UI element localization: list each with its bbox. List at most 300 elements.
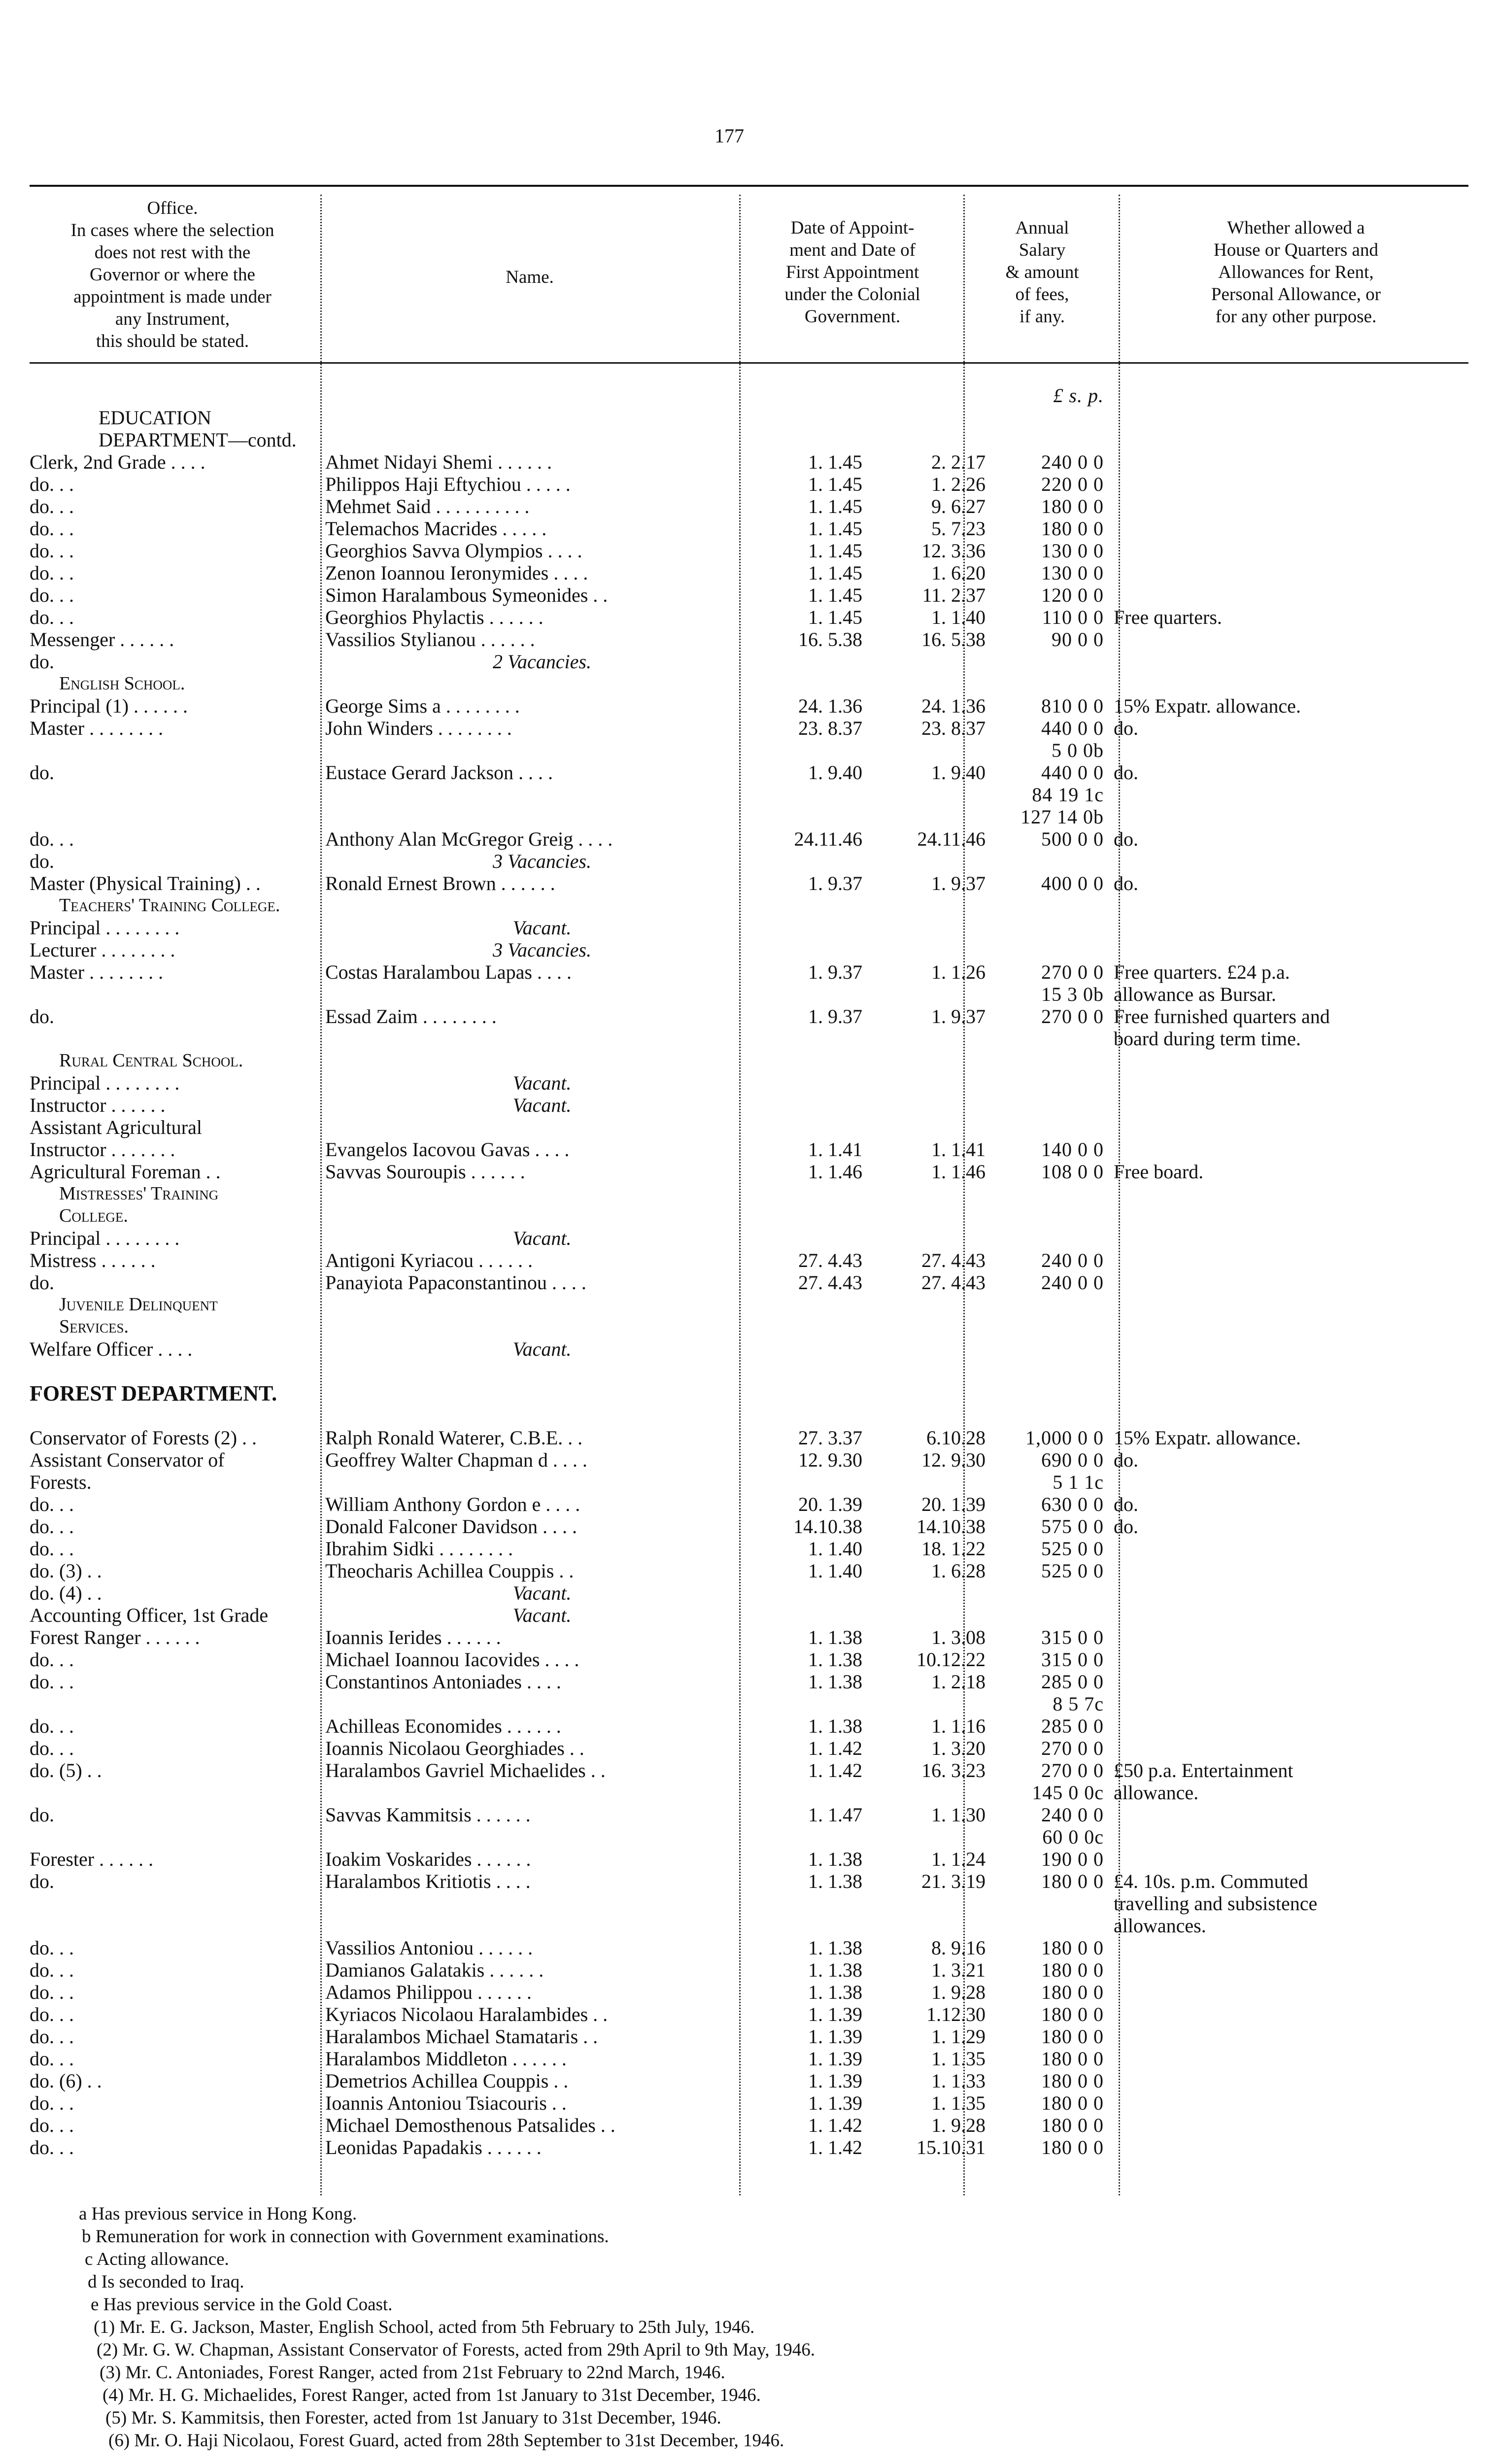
first-appointment-date-cell: 8. 9.16	[931, 1937, 986, 1959]
name-cell: Theocharis Achillea Couppis . .	[325, 1560, 574, 1582]
header-date-line: ment and Date of	[789, 240, 916, 260]
office-cell: do. . .	[30, 606, 74, 628]
office-cell: do. . .	[30, 828, 74, 850]
appointment-date-cell: 27. 4.43	[798, 1249, 862, 1271]
office-cell: English School.	[59, 673, 185, 694]
first-appointment-date-cell: 12. 9.30	[921, 1449, 986, 1471]
first-appointment-date-cell: 9. 6.27	[931, 495, 986, 517]
table-row	[30, 2048, 1468, 2070]
table-row	[30, 1582, 1468, 1604]
name-cell: Haralambos Middleton . . . . . .	[325, 2048, 567, 2070]
name-cell: Georghios Phylactis . . . . . .	[325, 606, 544, 628]
office-cell: do. . .	[30, 1959, 74, 1981]
name-cell: Vacant.	[512, 1094, 572, 1116]
salary-cell: 127 14 0b	[1021, 806, 1104, 828]
office-cell: Master . . . . . . . .	[30, 961, 164, 983]
first-appointment-date-cell: 23. 8.37	[921, 717, 986, 739]
table-row	[30, 894, 1468, 917]
salary-cell: 180 0 0	[1041, 2003, 1104, 2025]
salary-cell: 315 0 0	[1041, 1626, 1104, 1648]
table-row	[30, 1648, 1468, 1671]
office-cell: do.	[30, 1804, 54, 1826]
name-cell: Vassilios Antoniou . . . . . .	[325, 1937, 533, 1959]
allowance-cell: allowance as Bursar.	[1114, 983, 1276, 1005]
table-row	[30, 1715, 1468, 1737]
salary-cell: 440 0 0	[1041, 717, 1104, 739]
first-appointment-date-cell: 1.12.30	[926, 2003, 986, 2025]
appointment-date-cell: 1. 1.45	[808, 540, 862, 562]
salary-cell: 180 0 0	[1041, 2114, 1104, 2136]
footnote: a Has previous service in Hong Kong.	[79, 2204, 357, 2224]
table-row	[30, 872, 1468, 894]
table-row	[30, 1227, 1468, 1249]
salary-cell: 315 0 0	[1041, 1648, 1104, 1671]
allowance-cell: 15% Expatr. allowance.	[1114, 695, 1301, 717]
first-appointment-date-cell: 1. 1.26	[931, 961, 986, 983]
appointment-date-cell: 1. 1.39	[808, 2025, 862, 2048]
salary-cell: 15 3 0b	[1041, 983, 1104, 1005]
footnote: e Has previous service in the Gold Coast.	[91, 2294, 393, 2315]
appointment-date-cell: 1. 1.38	[808, 1671, 862, 1693]
office-cell: Forest Ranger . . . . . .	[30, 1626, 200, 1648]
appointment-date-cell: 1. 9.37	[808, 1005, 862, 1027]
table-row	[30, 2136, 1468, 2158]
allowance-cell: £4. 10s. p.m. Commuted	[1114, 1870, 1308, 1892]
salary-cell: 5 1 1c	[1053, 1471, 1104, 1493]
first-appointment-date-cell: 21. 3.19	[921, 1870, 986, 1892]
salary-cell: 630 0 0	[1041, 1493, 1104, 1515]
header-salary-line: if any.	[1019, 307, 1065, 327]
header-salary-line: Annual	[1015, 218, 1069, 238]
appointment-date-cell: 1. 1.38	[808, 1715, 862, 1737]
header-salary	[968, 217, 1116, 328]
staff-table-body	[30, 384, 1468, 2158]
office-cell: DEPARTMENT—contd.	[99, 429, 297, 451]
salary-cell: 1,000 0 0	[1025, 1427, 1104, 1449]
appointment-date-cell: 1. 1.38	[808, 1981, 862, 2003]
office-cell: Assistant Conservator of	[30, 1449, 225, 1471]
allowance-cell: do.	[1114, 1493, 1138, 1515]
appointment-date-cell: 1. 1.45	[808, 517, 862, 540]
header-office-line: Governor or where the	[90, 265, 255, 285]
name-cell: Vacant.	[512, 1227, 572, 1249]
first-appointment-date-cell: 1. 1.35	[931, 2048, 986, 2070]
first-appointment-date-cell: 16. 3.23	[921, 1759, 986, 1781]
office-cell: do. . .	[30, 1648, 74, 1671]
table-row	[30, 1626, 1468, 1648]
table-row	[30, 1050, 1468, 1072]
office-cell: Welfare Officer . . . .	[30, 1338, 193, 1360]
first-appointment-date-cell: 20. 1.39	[921, 1493, 986, 1515]
name-cell: 3 Vacancies.	[493, 939, 591, 961]
table-row	[30, 1404, 1468, 1427]
first-appointment-date-cell: 27. 4.43	[921, 1249, 986, 1271]
appointment-date-cell: 1. 1.47	[808, 1804, 862, 1826]
allowance-cell: do.	[1114, 761, 1138, 784]
office-cell: Lecturer . . . . . . . .	[30, 939, 175, 961]
table-row	[30, 1693, 1468, 1715]
table-row	[30, 1959, 1468, 1981]
table-row	[30, 1759, 1468, 1781]
office-cell: Forester . . . . . .	[30, 1848, 154, 1870]
office-cell: Forests.	[30, 1471, 92, 1493]
appointment-date-cell: 27. 3.37	[798, 1427, 862, 1449]
salary-cell: 240 0 0	[1041, 451, 1104, 473]
table-row	[30, 850, 1468, 872]
office-cell: do. (6) . .	[30, 2070, 102, 2092]
table-row	[30, 650, 1468, 673]
salary-cell: 240 0 0	[1041, 1271, 1104, 1294]
name-cell: Haralambos Kritiotis . . . .	[325, 1870, 531, 1892]
name-cell: Ralph Ronald Waterer, C.B.E. . .	[325, 1427, 583, 1449]
appointment-date-cell: 1. 1.45	[808, 451, 862, 473]
header-salary-line: & amount	[1005, 262, 1079, 282]
office-cell: Principal . . . . . . . .	[30, 1072, 180, 1094]
name-cell: Haralambos Michael Stamataris . .	[325, 2025, 598, 2048]
first-appointment-date-cell: 1. 1.41	[931, 1138, 986, 1161]
name-cell: Donald Falconer Davidson . . . .	[325, 1515, 578, 1538]
salary-cell: 60 0 0c	[1042, 1826, 1104, 1848]
appointment-date-cell: 20. 1.39	[798, 1493, 862, 1515]
first-appointment-date-cell: 10.12.22	[917, 1648, 986, 1671]
header-office	[30, 197, 315, 352]
salary-cell: 220 0 0	[1041, 473, 1104, 495]
name-cell: Demetrios Achillea Couppis . .	[325, 2070, 569, 2092]
office-cell: Mistress . . . . . .	[30, 1249, 156, 1271]
table-row	[30, 1138, 1468, 1161]
table-row	[30, 429, 1468, 451]
first-appointment-date-cell: 1. 1.40	[931, 606, 986, 628]
name-cell: Constantinos Antoniades . . . .	[325, 1671, 561, 1693]
table-row	[30, 1271, 1468, 1294]
header-date	[744, 217, 961, 328]
table-row	[30, 1005, 1468, 1027]
salary-cell: 525 0 0	[1041, 1560, 1104, 1582]
office-cell: Assistant Agricultural	[30, 1116, 202, 1138]
office-cell: Rural Central School.	[59, 1050, 243, 1071]
appointment-date-cell: 1. 1.38	[808, 1626, 862, 1648]
table-row	[30, 1937, 1468, 1959]
header-date-line: Government.	[804, 307, 901, 327]
table-row	[30, 407, 1468, 429]
appointment-date-cell: 1. 9.37	[808, 961, 862, 983]
header-allowance-line: for any other purpose.	[1215, 307, 1377, 327]
header-office-line: any Instrument,	[115, 309, 230, 329]
table-row	[30, 1427, 1468, 1449]
office-cell: College.	[59, 1205, 128, 1226]
name-cell: 3 Vacancies.	[493, 850, 591, 872]
salary-cell: 84 19 1c	[1032, 784, 1104, 806]
allowance-cell: allowance.	[1114, 1781, 1199, 1804]
salary-cell: 240 0 0	[1041, 1804, 1104, 1826]
allowance-cell: do.	[1114, 1515, 1138, 1538]
salary-cell: 810 0 0	[1041, 695, 1104, 717]
first-appointment-date-cell: 2. 2.17	[931, 451, 986, 473]
salary-cell: 285 0 0	[1041, 1715, 1104, 1737]
footnote: d Is seconded to Iraq.	[88, 2272, 244, 2292]
table-row	[30, 1848, 1468, 1870]
appointment-date-cell: 1. 1.39	[808, 2048, 862, 2070]
name-cell: Simon Haralambous Symeonides . .	[325, 584, 608, 606]
office-cell: do. (4) . .	[30, 1582, 102, 1604]
office-cell: do. . .	[30, 2025, 74, 2048]
office-cell: Clerk, 2nd Grade . . . .	[30, 451, 205, 473]
office-cell: do. . .	[30, 2048, 74, 2070]
allowance-cell: 15% Expatr. allowance.	[1114, 1427, 1301, 1449]
salary-cell: 180 0 0	[1041, 2136, 1104, 2158]
office-cell: do. (5) . .	[30, 1759, 102, 1781]
footnote: b Remuneration for work in connection with Government examinations.	[82, 2226, 609, 2247]
appointment-date-cell: 24. 1.36	[798, 695, 862, 717]
header-allowance	[1124, 217, 1468, 328]
header-date-line: First Appointment	[785, 262, 919, 282]
first-appointment-date-cell: 1. 9.40	[931, 761, 986, 784]
name-cell: Ahmet Nidayi Shemi . . . . . .	[325, 451, 552, 473]
office-cell: do. . .	[30, 495, 74, 517]
footnotes	[79, 2203, 1409, 2452]
salary-cell: 525 0 0	[1041, 1538, 1104, 1560]
office-cell: do. . .	[30, 1937, 74, 1959]
first-appointment-date-cell: 27. 4.43	[921, 1271, 986, 1294]
salary-cell: 8 5 7c	[1053, 1693, 1104, 1715]
table-row	[30, 1027, 1468, 1050]
appointment-date-cell: 1. 1.45	[808, 495, 862, 517]
salary-cell: 190 0 0	[1041, 1848, 1104, 1870]
salary-cell: 270 0 0	[1041, 1005, 1104, 1027]
footnote: (1) Mr. E. G. Jackson, Master, English School, acted from 5th February to 25th July, 1946.	[94, 2317, 755, 2337]
office-cell: Conservator of Forests (2) . .	[30, 1427, 257, 1449]
office-cell: Instructor . . . . . .	[30, 1094, 166, 1116]
appointment-date-cell: 16. 5.38	[798, 628, 862, 650]
name-cell: Kyriacos Nicolaou Haralambides . .	[325, 2003, 608, 2025]
name-cell: Vacant.	[512, 917, 572, 939]
first-appointment-date-cell: 16. 5.38	[921, 628, 986, 650]
name-cell: Costas Haralambou Lapas . . . .	[325, 961, 572, 983]
office-cell: do.	[30, 850, 54, 872]
table-row	[30, 1094, 1468, 1116]
office-cell: do. . .	[30, 1493, 74, 1515]
appointment-date-cell: 1. 1.38	[808, 1937, 862, 1959]
office-cell: Master (Physical Training) . .	[30, 872, 261, 894]
table-row	[30, 1316, 1468, 1338]
header-date-line: under the Colonial	[784, 284, 920, 305]
allowance-cell: board during term time.	[1114, 1027, 1301, 1050]
table-row	[30, 2003, 1468, 2025]
office-cell: do. . .	[30, 473, 74, 495]
name-cell: Georghios Savva Olympios . . . .	[325, 540, 582, 562]
table-row	[30, 606, 1468, 628]
office-cell: Teachers' Training College.	[59, 895, 280, 916]
name-cell: Haralambos Gavriel Michaelides . .	[325, 1759, 606, 1781]
table-row	[30, 961, 1468, 983]
name-cell: 2 Vacancies.	[493, 650, 591, 673]
office-cell: Accounting Officer, 1st Grade	[30, 1604, 269, 1626]
office-cell: do. . .	[30, 1515, 74, 1538]
table-row	[30, 828, 1468, 850]
table-row	[30, 917, 1468, 939]
first-appointment-date-cell: 1. 6.20	[931, 562, 986, 584]
appointment-date-cell: 12. 9.30	[798, 1449, 862, 1471]
top-rule	[30, 185, 1468, 187]
table-row	[30, 473, 1468, 495]
salary-cell: 690 0 0	[1041, 1449, 1104, 1471]
appointment-date-cell: 1. 1.45	[808, 473, 862, 495]
allowance-cell: Free quarters. £24 p.a.	[1114, 961, 1290, 983]
name-cell: Vacant.	[512, 1072, 572, 1094]
header-office-line: this should be stated.	[96, 331, 249, 351]
header-date-line: Date of Appoint-	[790, 218, 915, 238]
name-cell: George Sims a . . . . . . . .	[325, 695, 520, 717]
header-allowance-line: Whether allowed a	[1227, 218, 1365, 238]
first-appointment-date-cell: 1. 3.08	[931, 1626, 986, 1648]
salary-cell: 180 0 0	[1041, 1870, 1104, 1892]
salary-cell: 180 0 0	[1041, 495, 1104, 517]
table-row	[30, 1249, 1468, 1271]
table-row	[30, 1826, 1468, 1848]
first-appointment-date-cell: 1. 2.18	[931, 1671, 986, 1693]
appointment-date-cell: 23. 8.37	[798, 717, 862, 739]
salary-cell: 180 0 0	[1041, 1959, 1104, 1981]
name-cell: Achilleas Economides . . . . . .	[325, 1715, 561, 1737]
table-row	[30, 1072, 1468, 1094]
name-cell: John Winders . . . . . . . .	[325, 717, 512, 739]
appointment-date-cell: 1. 1.42	[808, 1759, 862, 1781]
first-appointment-date-cell: 1. 9.37	[931, 872, 986, 894]
name-cell: Mehmet Said . . . . . . . . . .	[325, 495, 530, 517]
first-appointment-date-cell: 1. 1.35	[931, 2092, 986, 2114]
name-cell: Anthony Alan McGregor Greig . . . .	[325, 828, 613, 850]
appointment-date-cell: 1. 1.39	[808, 2092, 862, 2114]
office-cell: Agricultural Foreman . .	[30, 1161, 221, 1183]
allowance-cell: Free furnished quarters and	[1114, 1005, 1330, 1027]
office-cell: do.	[30, 1870, 54, 1892]
office-cell: Services.	[59, 1316, 129, 1337]
header-name: Name.	[506, 267, 554, 287]
office-cell: do.	[30, 650, 54, 673]
name-cell: Eustace Gerard Jackson . . . .	[325, 761, 553, 784]
office-cell: do. . .	[30, 1981, 74, 2003]
table-row	[30, 584, 1468, 606]
name-cell: Telemachos Macrides . . . . .	[325, 517, 547, 540]
appointment-date-cell: 14.10.38	[793, 1515, 862, 1538]
table-row	[30, 2025, 1468, 2048]
salary-cell: 180 0 0	[1041, 2092, 1104, 2114]
allowance-cell: do.	[1114, 1449, 1138, 1471]
appointment-date-cell: 1. 1.42	[808, 1737, 862, 1759]
appointment-date-cell: 1. 1.42	[808, 2114, 862, 2136]
first-appointment-date-cell: 5. 7.23	[931, 517, 986, 540]
table-row	[30, 983, 1468, 1005]
appointment-date-cell: 1. 1.45	[808, 606, 862, 628]
name-cell: Vacant.	[512, 1338, 572, 1360]
table-row	[30, 761, 1468, 784]
name-cell: William Anthony Gordon e . . . .	[325, 1493, 580, 1515]
salary-cell: 500 0 0	[1041, 828, 1104, 850]
office-cell: do. . .	[30, 1715, 74, 1737]
allowance-cell: do.	[1114, 828, 1138, 850]
appointment-date-cell: 1. 1.38	[808, 1848, 862, 1870]
header-office-line: Office.	[147, 198, 198, 218]
table-row	[30, 1671, 1468, 1693]
table-row	[30, 2070, 1468, 2092]
name-cell: Ronald Ernest Brown . . . . . .	[325, 872, 555, 894]
salary-cell: 270 0 0	[1041, 1737, 1104, 1759]
first-appointment-date-cell: 11. 2.37	[922, 584, 986, 606]
table-row	[30, 1781, 1468, 1804]
name-cell: Philippos Haji Eftychiou . . . . .	[325, 473, 571, 495]
office-cell: do. . .	[30, 540, 74, 562]
salary-cell: 5 0 0b	[1052, 739, 1104, 761]
office-cell: Principal (1) . . . . . .	[30, 695, 188, 717]
table-row	[30, 1183, 1468, 1205]
salary-cell: 180 0 0	[1041, 2070, 1104, 2092]
first-appointment-date-cell: 1. 3.21	[931, 1959, 986, 1981]
allowance-cell: do.	[1114, 872, 1138, 894]
salary-cell: 130 0 0	[1041, 562, 1104, 584]
salary-cell: 180 0 0	[1041, 2048, 1104, 2070]
currency-header: £ s. p.	[1053, 384, 1104, 407]
name-cell: Essad Zaim . . . . . . . .	[325, 1005, 497, 1027]
name-cell: Vacant.	[512, 1582, 572, 1604]
appointment-date-cell: 1. 9.37	[808, 872, 862, 894]
currency-header-row	[30, 384, 1468, 407]
allowance-cell: do.	[1114, 717, 1138, 739]
table-row	[30, 2092, 1468, 2114]
first-appointment-date-cell: 1. 9.28	[931, 1981, 986, 2003]
header-allowance-line: House or Quarters and	[1214, 240, 1378, 260]
office-cell: Instructor . . . . . . .	[30, 1138, 175, 1161]
name-cell: Adamos Philippou . . . . . .	[325, 1981, 532, 2003]
table-row	[30, 806, 1468, 828]
first-appointment-date-cell: 1. 3.20	[931, 1737, 986, 1759]
table-row	[30, 739, 1468, 761]
table-row	[30, 1538, 1468, 1560]
header-office-line: appointment is made under	[73, 287, 272, 307]
first-appointment-date-cell: 15.10.31	[917, 2136, 986, 2158]
first-appointment-date-cell: 18. 1.22	[921, 1538, 986, 1560]
name-cell: Damianos Galatakis . . . . . .	[325, 1959, 544, 1981]
salary-cell: 90 0 0	[1052, 628, 1104, 650]
name-cell: Vacant.	[512, 1604, 572, 1626]
name-cell: Panayiota Papaconstantinou . . . .	[325, 1271, 586, 1294]
appointment-date-cell: 1. 1.39	[808, 2003, 862, 2025]
name-cell: Evangelos Iacovou Gavas . . . .	[325, 1138, 570, 1161]
table-row	[30, 1737, 1468, 1759]
salary-cell: 180 0 0	[1041, 2025, 1104, 2048]
appointment-date-cell: 24.11.46	[794, 828, 862, 850]
salary-cell: 110 0 0	[1042, 606, 1104, 628]
table-row	[30, 517, 1468, 540]
table-row	[30, 1360, 1468, 1382]
first-appointment-date-cell: 1. 2.26	[931, 473, 986, 495]
salary-cell: 575 0 0	[1041, 1515, 1104, 1538]
table-row	[30, 1915, 1468, 1937]
salary-cell: 285 0 0	[1041, 1671, 1104, 1693]
salary-cell: 130 0 0	[1041, 540, 1104, 562]
salary-cell: 240 0 0	[1041, 1249, 1104, 1271]
first-appointment-date-cell: 1. 1.29	[931, 2025, 986, 2048]
office-cell: Master . . . . . . . .	[30, 717, 164, 739]
table-row	[30, 784, 1468, 806]
allowance-cell: £50 p.a. Entertainment	[1114, 1759, 1294, 1781]
office-cell: do.	[30, 761, 54, 784]
office-cell: do. . .	[30, 584, 74, 606]
office-cell: do. . .	[30, 2114, 74, 2136]
footnote: (2) Mr. G. W. Chapman, Assistant Conservator of Forests, acted from 29th April to 9th May, 1946.	[97, 2340, 815, 2360]
table-row	[30, 628, 1468, 650]
name-cell: Ioakim Voskarides . . . . . .	[325, 1848, 531, 1870]
table-row	[30, 562, 1468, 584]
